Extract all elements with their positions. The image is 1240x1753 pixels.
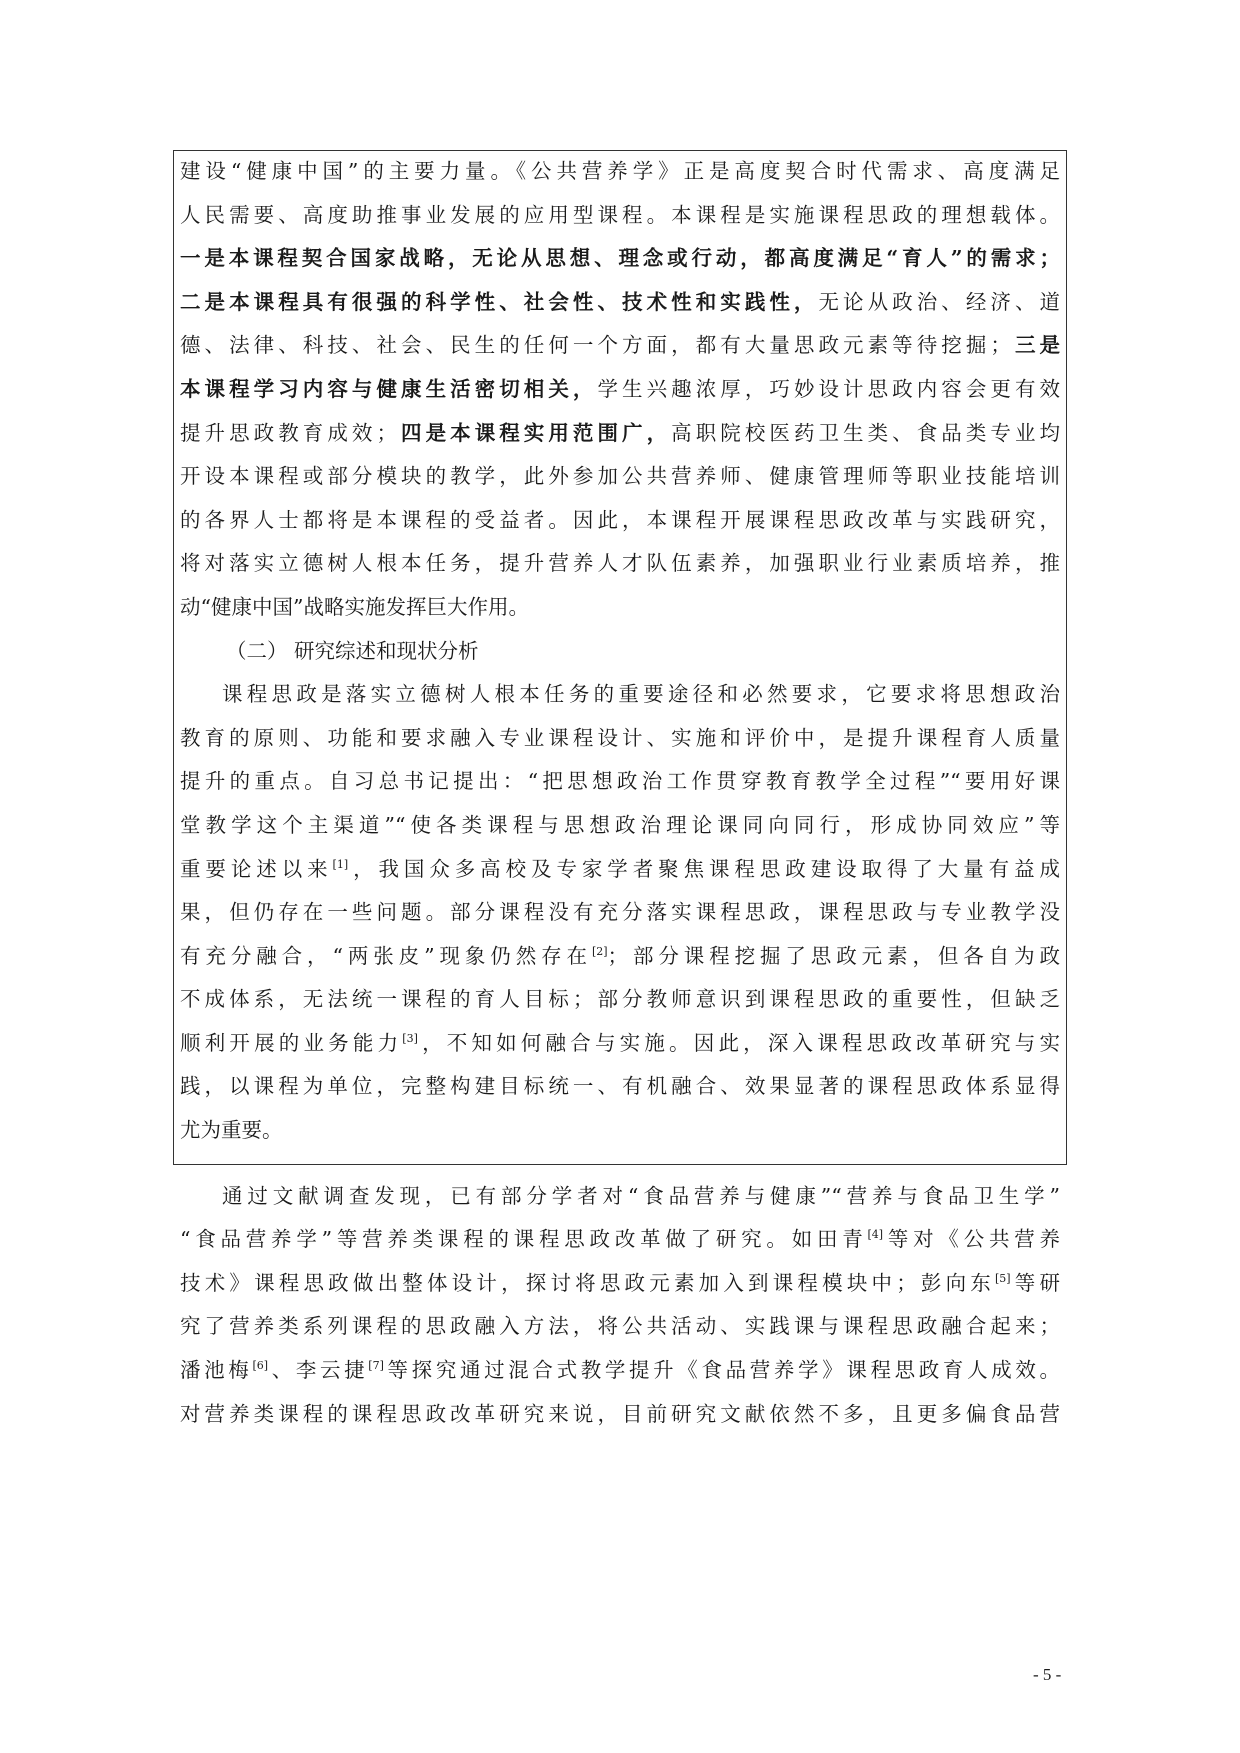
text-run: 的各界人士都将是本课程的受益者。因此，本课程开展课程思政改革与实践研究，	[180, 507, 1060, 532]
text-run: 有充分融合，“两张皮”现象仍然存在	[180, 943, 592, 968]
text-line	[180, 586, 1060, 630]
text-run: 尤为重要。	[180, 1118, 283, 1143]
citation-mark: [5]	[995, 1271, 1011, 1285]
text-run: 重要论述以来	[180, 856, 333, 881]
text-run: ；部分课程挖掘了思政元素，但各自为政	[607, 943, 1060, 968]
text-line	[180, 412, 1060, 456]
citation-mark: [3]	[402, 1031, 418, 1045]
bold-text: 二是本课程具有很强的科学性、社会性、技术性和实践性，	[180, 289, 819, 314]
bold-text: 三是	[1010, 333, 1060, 358]
text-line	[180, 1393, 1060, 1437]
text-line	[180, 1218, 1060, 1262]
text-line	[180, 1109, 1060, 1153]
text-line	[180, 194, 1060, 238]
text-line	[180, 760, 1060, 804]
citation-mark: [2]	[591, 944, 608, 958]
text-run: 果，但仍存在一些问题。部分课程没有充分落实课程思政，课程思政与专业教学没	[180, 900, 1060, 925]
text-run: 德、法律、科技、社会、民生的任何一个方面，都有大量思政元素等待挖掘；	[180, 333, 1011, 358]
text-run: 开设本课程或部分模块的教学，此外参加公共营养师、健康管理师等职业技能培训	[180, 464, 1060, 489]
bold-text: 本课程学习内容与健康生活密切相关，	[180, 376, 598, 401]
text-run: 动“健康中国”战略实施发挥巨大作用。	[180, 594, 529, 619]
text-run: 提升思政教育成效；	[180, 420, 397, 445]
text-run: 技术》课程思政做出整体设计，探讨将思政元素加入到课程模块中；彭向东	[180, 1270, 996, 1295]
text-line	[180, 1022, 1060, 1066]
text-run: 究了营养类系列课程的思政融入方法，将公共活动、实践课与课程思政融合起来；	[180, 1314, 1060, 1339]
text-line	[180, 848, 1060, 892]
text-line	[180, 673, 1060, 717]
text-line	[180, 455, 1060, 499]
paragraph-gap	[180, 1153, 1060, 1175]
text-run: 堂教学这个主渠道”“使各类课程与思想政治理论课同向同行，形成协同效应”等	[180, 812, 1060, 837]
text-run: 教育的原则、功能和要求融入专业课程设计、实施和评价中，是提升课程育人质量	[180, 725, 1060, 750]
text-line	[180, 281, 1060, 325]
text-run: 高职院校医药卫生类、食品类专业均	[671, 420, 1060, 445]
text-run: 对营养类课程的课程思政改革研究来说，目前研究文献依然不多，且更多偏食品营	[180, 1401, 1060, 1426]
text-run: 通过文献调查发现，已有部分学者对“食品营养与健康”“营养与食品卫生学”	[222, 1183, 1060, 1208]
text-run: 等探究通过混合式教学提升《食品营养学》课程思政育人成效。	[383, 1358, 1060, 1383]
text-run: 人民需要、高度助推事业发展的应用型课程。本课程是实施课程思政的理想载体。	[180, 202, 1060, 227]
text-line	[180, 891, 1060, 935]
text-run: 无论从政治、经济、道	[818, 289, 1060, 314]
text-line	[180, 1349, 1060, 1393]
text-line	[180, 237, 1060, 281]
text-line	[180, 324, 1060, 368]
body-text	[180, 150, 1060, 1436]
text-run: 学生兴趣浓厚，巧妙设计思政内容会更有效	[597, 376, 1060, 401]
text-line	[180, 368, 1060, 412]
citation-mark: [4]	[867, 1228, 884, 1242]
text-run: 不成体系，无法统一课程的育人目标；部分教师意识到课程思政的重要性，但缺乏	[180, 987, 1060, 1012]
text-run: 潘池梅	[180, 1358, 253, 1383]
text-run: 建设“健康中国”的主要力量。《公共营养学》正是高度契合时代需求、高度满足	[180, 159, 1060, 183]
text-run: 等研	[1010, 1270, 1060, 1295]
text-run: 践，以课程为单位，完整构建目标统一、有机融合、效果显著的课程思政体系显得	[180, 1074, 1060, 1099]
page-number: - 5 -	[1033, 1665, 1062, 1684]
text-line	[180, 542, 1060, 586]
text-run: ，不知如何融合与实施。因此，深入课程思政改革研究与实	[417, 1030, 1060, 1055]
text-line	[180, 804, 1060, 848]
citation-mark: [6]	[252, 1359, 269, 1373]
text-line	[180, 717, 1060, 761]
citation-mark: [7]	[368, 1359, 384, 1373]
text-run: 顺利开展的业务能力	[180, 1030, 403, 1055]
text-line	[180, 1305, 1060, 1349]
text-run: 将对落实立德树人根本任务，提升营养人才队伍素养，加强职业行业素质培养，推	[180, 551, 1060, 576]
bold-text: 一是本课程契合国家战略，无论从思想、理念或行动，都高度满足“育人”的需求；	[180, 246, 1060, 271]
text-run: ，我国众多高校及专家学者聚焦课程思政建设取得了大量有益成	[348, 856, 1060, 881]
text-line	[180, 1262, 1060, 1306]
text-run: 等对《公共营养	[883, 1227, 1060, 1252]
text-line	[180, 499, 1060, 543]
text-run: 课程思政是落实立德树人根本任务的重要途径和必然要求，它要求将思想政治	[222, 682, 1060, 707]
bold-text: 四是本课程实用范围广，	[396, 420, 672, 445]
text-line	[180, 1175, 1060, 1219]
text-run: 提升的重点。自习总书记提出：“把思想政治工作贯穿教育教学全过程”“要用好课	[180, 769, 1060, 794]
text-line	[180, 1065, 1060, 1109]
text-run: 、李云捷	[268, 1358, 369, 1383]
text-line	[180, 978, 1060, 1022]
text-line	[180, 150, 1060, 194]
section-heading	[180, 630, 1060, 674]
text-line	[180, 935, 1060, 979]
text-run: （二） 研究综述和现状分析	[226, 638, 479, 663]
citation-mark: [1]	[332, 857, 349, 871]
text-run: “食品营养学”等营养类课程的课程思政改革做了研究。如田青	[180, 1227, 868, 1252]
